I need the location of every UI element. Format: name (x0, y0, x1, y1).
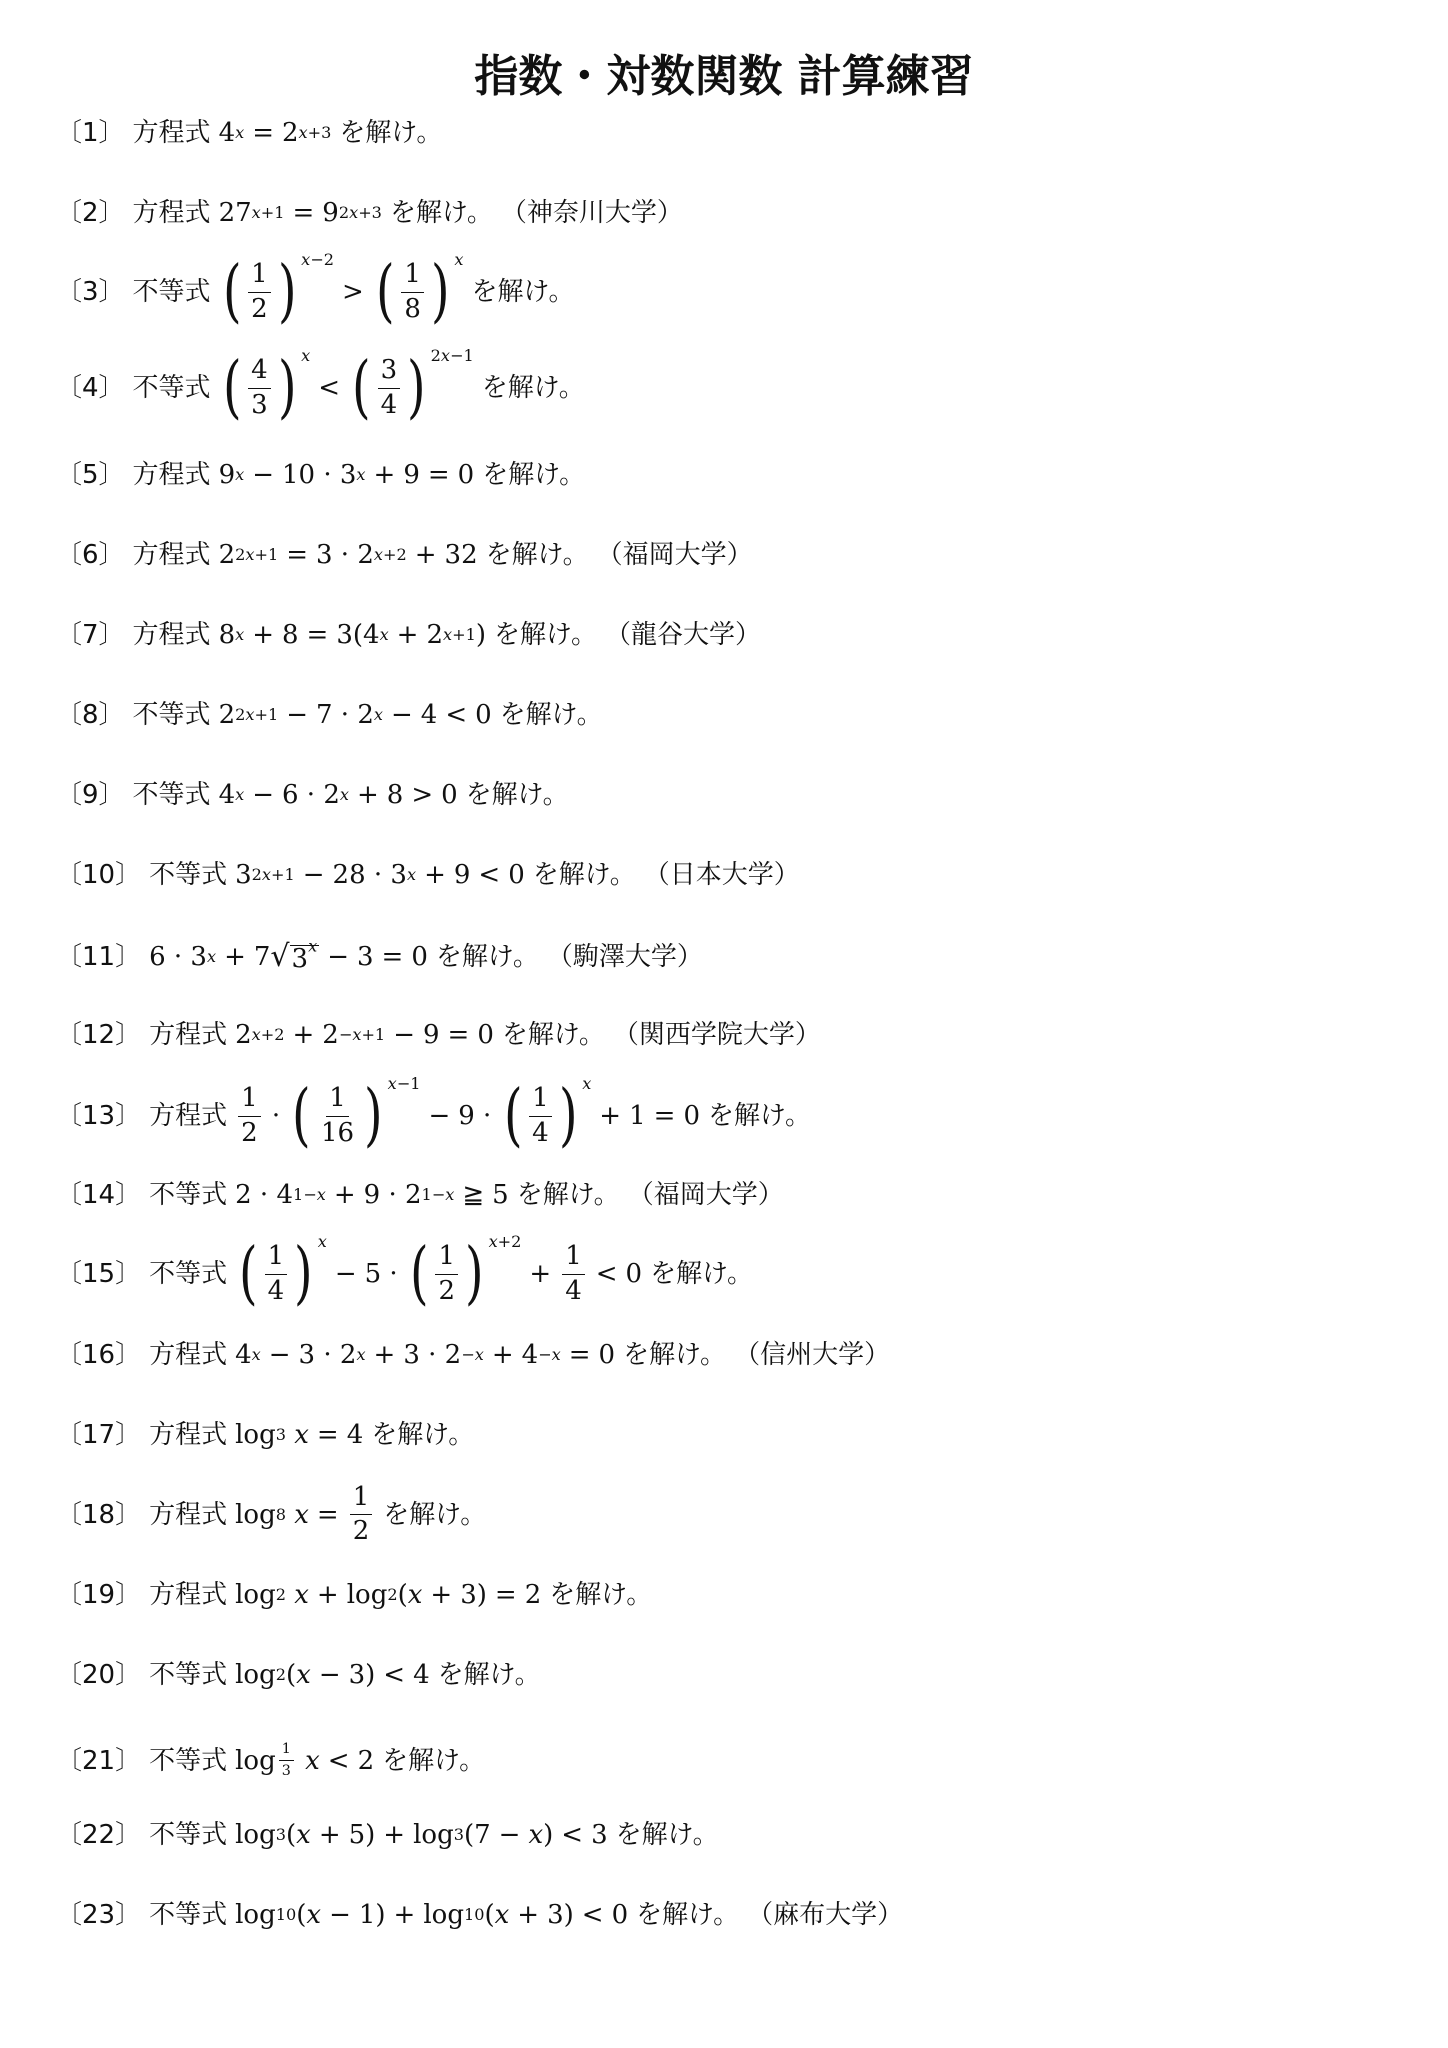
problem-number: 〔11〕 (56, 942, 142, 972)
problem-8 (56, 702, 603, 728)
problem-kind: 不等式 (132, 700, 211, 730)
problem-number: 〔1〕 (56, 118, 125, 148)
problem-formula: 8 x + 8 = 3(4 x + 2 x+1 ) (218, 620, 487, 650)
problem-18 (56, 1484, 486, 1546)
problem-formula: 4 x − 6 · 2 x + 8 > 0 (218, 780, 458, 810)
problem-instruction: を解け。 (389, 198, 493, 228)
problem-7 (56, 622, 761, 648)
problem-16 (56, 1342, 890, 1368)
problem-6 (56, 542, 753, 568)
problem-instruction: を解け。 (532, 860, 636, 890)
problem-formula: log $\frac{1}{3}$ x < 2 (235, 1741, 375, 1779)
problem-instruction: を解け。 (615, 1820, 719, 1850)
problem-12 (56, 1022, 821, 1048)
problem-formula: $\frac{1}{2}$ · ( $\frac{1}{16}$ ) x−1 − 9 · ( $\frac{1}{4}$ ) x + 1 = 0 (235, 1082, 700, 1150)
problem-source: （日本大学） (643, 860, 800, 890)
problem-number: 〔19〕 (56, 1580, 142, 1610)
problem-kind: 方程式 (132, 460, 211, 490)
problem-instruction: を解け。 (494, 620, 597, 650)
problem-formula: log 3 x = 4 (235, 1420, 364, 1450)
problem-formula: 4 x − 3 · 2 x + 3 · 2 −x + 4 −x = 0 (235, 1340, 616, 1370)
problem-formula: ( $\frac{1}{4}$ ) x − 5 · ( $\frac{1}{2}$ ) x+2 + $\frac{1}{4}$ < 0 (239, 1232, 643, 1313)
problem-instruction: を解け。 (383, 1499, 487, 1530)
problem-number: 〔7〕 (56, 620, 125, 650)
problem-19 (56, 1582, 652, 1608)
problem-kind: 不等式 (149, 1180, 228, 1210)
problem-formula: ( $\frac{1}{2}$ ) x−2 > ( $\frac{1}{8}$ ) x (222, 250, 464, 331)
problem-instruction: を解け。 (636, 1900, 740, 1930)
problem-kind: 方程式 (132, 118, 211, 148)
problem-13 (56, 1074, 811, 1155)
problem-source: （麻布大学） (747, 1900, 904, 1930)
problem-kind: 方程式 (149, 1580, 228, 1610)
problem-number: 〔23〕 (56, 1900, 142, 1930)
problem-formula: log 2 ( x − 3) < 4 (235, 1660, 430, 1690)
problem-formula: log 3 ( x + 5) + log 3 (7 − x ) < 3 (235, 1820, 608, 1850)
problem-number: 〔3〕 (56, 277, 125, 307)
problem-formula: 4 x = 2 x+3 (218, 118, 332, 148)
problem-number: 〔21〕 (56, 1745, 142, 1776)
problem-formula: log 2 x + log 2 ( x + 3) = 2 (235, 1580, 542, 1610)
problem-formula: 9 x − 10 · 3 x + 9 = 0 (218, 460, 475, 490)
problem-instruction: を解け。 (371, 1420, 475, 1450)
problem-kind: 不等式 (149, 1900, 228, 1930)
problem-3 (56, 250, 575, 331)
problem-formula: 27 x+1 = 9 2x+3 (218, 198, 382, 228)
problem-instruction: を解け。 (471, 277, 575, 307)
problem-source: （福岡大学） (627, 1180, 784, 1210)
problem-kind: 方程式 (132, 540, 211, 570)
problem-formula: log 8 x = $\frac{1}{2}$ (235, 1484, 375, 1546)
problem-number: 〔16〕 (56, 1340, 142, 1370)
problem-instruction: を解け。 (435, 942, 539, 972)
problem-number: 〔20〕 (56, 1660, 142, 1690)
problem-instruction: を解け。 (501, 1020, 605, 1050)
problem-source: （龍谷大学） (604, 620, 761, 650)
problem-instruction: を解け。 (339, 118, 443, 148)
problem-instruction: を解け。 (465, 780, 569, 810)
problem-number: 〔22〕 (56, 1820, 142, 1850)
problem-source: （関西学院大学） (612, 1020, 821, 1050)
problem-number: 〔8〕 (56, 700, 125, 730)
problem-15 (56, 1232, 754, 1313)
problem-21 (56, 1742, 485, 1779)
problem-kind: 不等式 (132, 277, 211, 307)
problem-kind: 不等式 (149, 1820, 228, 1850)
problem-1 (56, 120, 442, 146)
problem-number: 〔17〕 (56, 1420, 142, 1450)
problem-formula: 2 x+2 + 2 −x+1 − 9 = 0 (235, 1020, 494, 1050)
problem-formula: 2 · 4 1−x + 9 · 2 1−x ≧ 5 (235, 1180, 509, 1210)
problem-instruction: を解け。 (481, 373, 585, 403)
problem-kind: 方程式 (149, 1340, 228, 1370)
problem-kind: 不等式 (132, 780, 211, 810)
problem-number: 〔10〕 (56, 860, 142, 890)
problem-instruction: を解け。 (482, 460, 586, 490)
problem-number: 〔2〕 (56, 198, 125, 228)
problem-number: 〔14〕 (56, 1180, 142, 1210)
problem-instruction: を解け。 (437, 1660, 541, 1690)
problem-number: 〔13〕 (56, 1101, 142, 1131)
problem-number: 〔4〕 (56, 373, 125, 403)
problem-4 (56, 346, 585, 427)
problem-instruction: を解け。 (485, 540, 589, 570)
problem-number: 〔6〕 (56, 540, 125, 570)
problem-kind: 方程式 (149, 1101, 228, 1131)
problem-instruction: を解け。 (623, 1340, 727, 1370)
problem-instruction: を解け。 (499, 700, 603, 730)
problem-number: 〔9〕 (56, 780, 125, 810)
problem-10 (56, 862, 800, 888)
page-title: 指数・対数関数 計算練習 (474, 51, 974, 102)
problem-kind: 不等式 (149, 1259, 228, 1289)
problem-number: 〔18〕 (56, 1499, 142, 1530)
problem-instruction: を解け。 (549, 1580, 653, 1610)
problem-formula: 6 · 3 x + 7 √ 3$^x$ − 3 = 0 (149, 936, 428, 974)
problem-kind: 不等式 (132, 373, 211, 403)
problem-source: （信州大学） (734, 1340, 891, 1370)
problem-formula: ( $\frac{4}{3}$ ) x < ( $\frac{3}{4}$ ) 2x−1 (222, 346, 474, 427)
problem-number: 〔12〕 (56, 1020, 142, 1050)
problem-formula: 2 2x+1 = 3 · 2 x+2 + 32 (218, 540, 478, 570)
problem-instruction: を解け。 (650, 1259, 754, 1289)
problem-5 (56, 462, 585, 488)
problem-instruction: を解け。 (516, 1180, 620, 1210)
problem-11 (56, 936, 703, 974)
problem-formula: 3 2x+1 − 28 · 3 x + 9 < 0 (235, 860, 525, 890)
problem-22 (56, 1822, 719, 1848)
problem-instruction: を解け。 (382, 1745, 486, 1776)
problem-number: 〔5〕 (56, 460, 125, 490)
problem-kind: 不等式 (149, 1660, 228, 1690)
problem-kind: 方程式 (149, 1499, 228, 1530)
problem-kind: 不等式 (149, 1745, 228, 1776)
problem-9 (56, 782, 569, 808)
problem-kind: 方程式 (132, 198, 211, 228)
problem-kind: 方程式 (132, 620, 211, 650)
problem-17 (56, 1422, 474, 1448)
problem-instruction: を解け。 (707, 1101, 811, 1131)
problem-formula: log 10 ( x − 1) + log 10 ( x + 3) < 0 (235, 1900, 629, 1930)
problem-number: 〔15〕 (56, 1259, 142, 1289)
problem-formula: 2 2x+1 − 7 · 2 x − 4 < 0 (218, 700, 492, 730)
problem-kind: 方程式 (149, 1020, 228, 1050)
problem-source: （神奈川大学） (500, 198, 683, 228)
problem-kind: 方程式 (149, 1420, 228, 1450)
problem-source: （駒澤大学） (546, 942, 703, 972)
problem-23 (56, 1902, 903, 1928)
problem-kind: 不等式 (149, 860, 228, 890)
problem-20 (56, 1662, 541, 1688)
problem-14 (56, 1182, 784, 1208)
problem-source: （福岡大学） (596, 540, 753, 570)
problem-2 (56, 200, 683, 226)
